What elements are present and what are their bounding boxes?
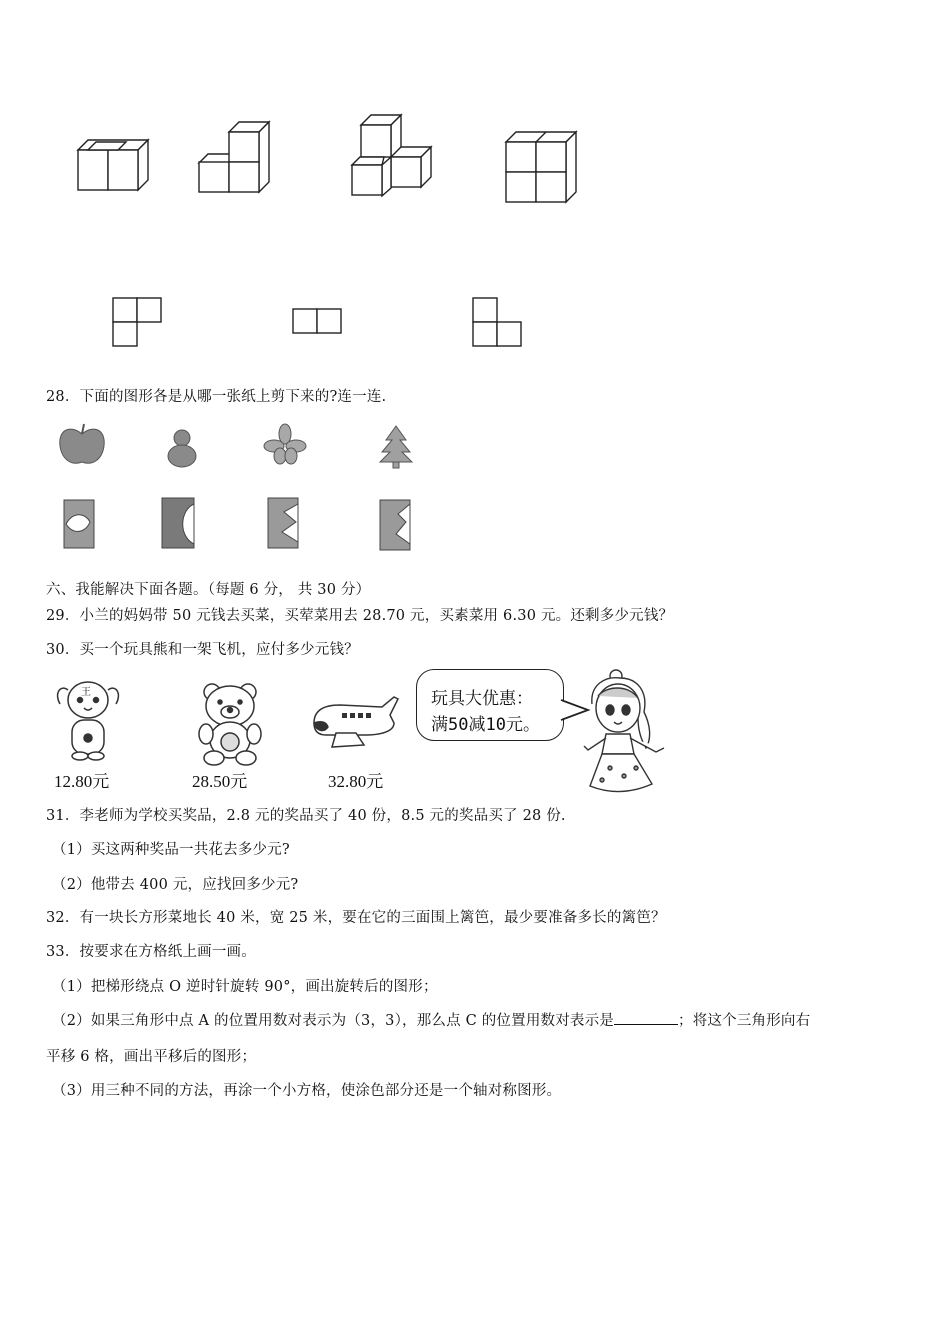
- promo-line-2: 满50减10元。: [431, 715, 540, 735]
- paper-4: [380, 500, 410, 550]
- toy-plane-icon: [306, 693, 402, 763]
- tree-shape-icon: [380, 426, 412, 468]
- question-33-part-2-line2: 平移 6 格，画出平移后的图形；: [46, 1049, 257, 1065]
- toy-bear-icon: [190, 680, 270, 770]
- plane-price: 32.80元: [328, 772, 384, 791]
- question-29: 29．小兰的妈妈带 50 元钱去买菜，买荤菜用去 28.70 元，买素菜用 6.30 元。还剩多少元钱？: [46, 608, 674, 624]
- answer-blank[interactable]: [614, 1012, 678, 1025]
- bear-price: 28.50元: [192, 772, 248, 791]
- paper-2: [162, 498, 194, 548]
- gourd-shape-icon: [168, 430, 196, 467]
- question-28: 28．下面的图形各是从哪一张纸上剪下来的?连一连.: [46, 389, 387, 405]
- view-shape-3: [473, 298, 521, 346]
- cube-solid-3: [352, 115, 431, 196]
- view-shape-1: [113, 298, 161, 346]
- promo-line-1: 玩具大优惠：: [431, 689, 533, 709]
- question-33-part-3: （3）用三种不同的方法，再涂一个小方格，使涂色部分还是一个轴对称图形。: [52, 1083, 562, 1099]
- paper-1: [64, 500, 94, 548]
- question-33-part-2-text: （2）如果三角形中点 A 的位置用数对表示为（3，3），那么点 C 的位置用数对表示是: [52, 1013, 615, 1029]
- question-33-part-2: [52, 1009, 810, 1030]
- girl-icon: [580, 668, 670, 798]
- cube-solid-4: [506, 132, 576, 202]
- apple-shape-icon: [60, 424, 104, 463]
- view-shape-2: [293, 309, 341, 333]
- question-31-part-1: （1）买这两种奖品一共花去多少元?: [52, 842, 290, 858]
- tiger-price: 12.80元: [54, 772, 110, 791]
- tiger-mark: 王: [81, 687, 91, 698]
- cutout-shapes: [0, 418, 950, 568]
- cube-figures: [0, 100, 950, 320]
- question-33-part-2-cont: ；将这个三角形向右: [678, 1013, 811, 1029]
- question-33: 33．按要求在方格纸上画一画。: [46, 944, 256, 960]
- question-32: 32．有一块长方形菜地长 40 米，宽 25 米，要在它的三面围上篱笆，最少要准备多长的篱笆？: [46, 910, 666, 926]
- cube-solid-2: [199, 122, 269, 192]
- paper-3: [268, 498, 298, 548]
- flower-shape-icon: [264, 424, 306, 464]
- section-6-title: 六、我能解决下面各题。（每题 6 分， 共 30 分）: [46, 582, 371, 598]
- question-33-part-1: （1）把梯形绕点 O 逆时针旋转 90°，画出旋转后的图形；: [52, 979, 438, 995]
- promo-bubble: [416, 669, 564, 741]
- question-30: 30．买一个玩具熊和一架飞机，应付多少元钱？: [46, 642, 359, 658]
- question-31-part-2: （2）他带去 400 元，应找回多少元?: [52, 877, 299, 893]
- cube-solid-1: [78, 140, 148, 190]
- question-31: 31．李老师为学校买奖品，2.8 元的奖品买了 40 份，8.5 元的奖品买了 28 份.: [46, 808, 566, 824]
